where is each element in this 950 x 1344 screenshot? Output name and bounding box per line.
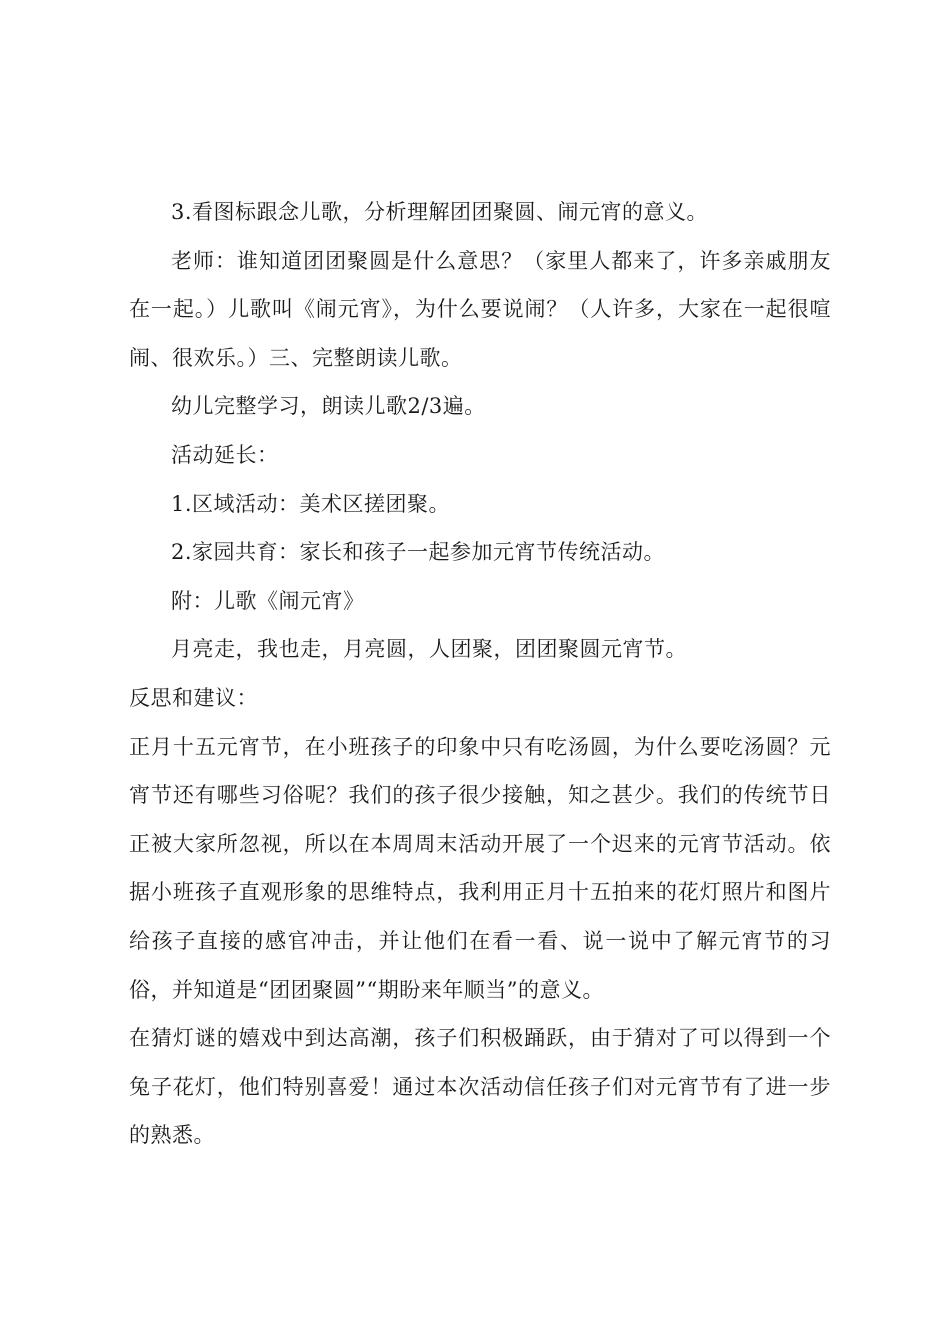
paragraph-teacher-question: 老师：谁知道团团聚圆是什么意思？（家里人都来了，许多亲戚朋友在一起。）儿歌叫《闹元宵》，为什么要说闹？（人许多，大家在一起很喧闹、很欢乐。）三、完整朗读儿歌。 — [129, 248, 831, 370]
document-body — [129, 188, 831, 1160]
paragraph-reflection-body-1: 正月十五元宵节，在小班孩子的印象中只有吃汤圆，为什么要吃汤圆？元宵节还有哪些习俗呢？我们的孩子很少接触，知之甚少。我们的传统节日正被大家所忽视，所以在本周周末活动开展了一个迟来的元宵节活动。依据小班孩子直观形象的思维特点，我利用正月十五拍来的花灯照片和图片给孩子直接的感官冲击，并让他们在看一看、说一说中了解元宵节的习俗，并知道是“团团聚圆”“期盼来年顺当”的意义。 — [129, 734, 831, 1002]
paragraph-rhyme-text: 月亮走，我也走，月亮圆，人团聚，团团聚圆元宵节。 — [171, 637, 687, 662]
paragraph-appendix-title: 附：儿歌《闹元宵》 — [171, 588, 365, 613]
paragraph-extension-2: 2.家园共育：家长和孩子一起参加元宵节传统活动。 — [171, 540, 666, 565]
paragraph-reflection-heading: 反思和建议： — [129, 685, 258, 710]
paragraph-extension-1: 1.区域活动：美术区搓团聚。 — [171, 491, 451, 516]
paragraph-extension-heading: 活动延长： — [171, 442, 279, 467]
paragraph-reflection-body-2: 在猜灯谜的嬉戏中到达高潮，孩子们积极踊跃，由于猜对了可以得到一个兔子花灯，他们特别喜爱！通过本次活动信任孩子们对元宵节有了进一步的熟悉。 — [129, 1026, 831, 1148]
paragraph-step3: 3.看图标跟念儿歌，分析理解团团聚圆、闹元宵的意义。 — [171, 200, 709, 224]
paragraph-children-reading: 幼儿完整学习，朗读儿歌2/3遍。 — [171, 394, 486, 419]
